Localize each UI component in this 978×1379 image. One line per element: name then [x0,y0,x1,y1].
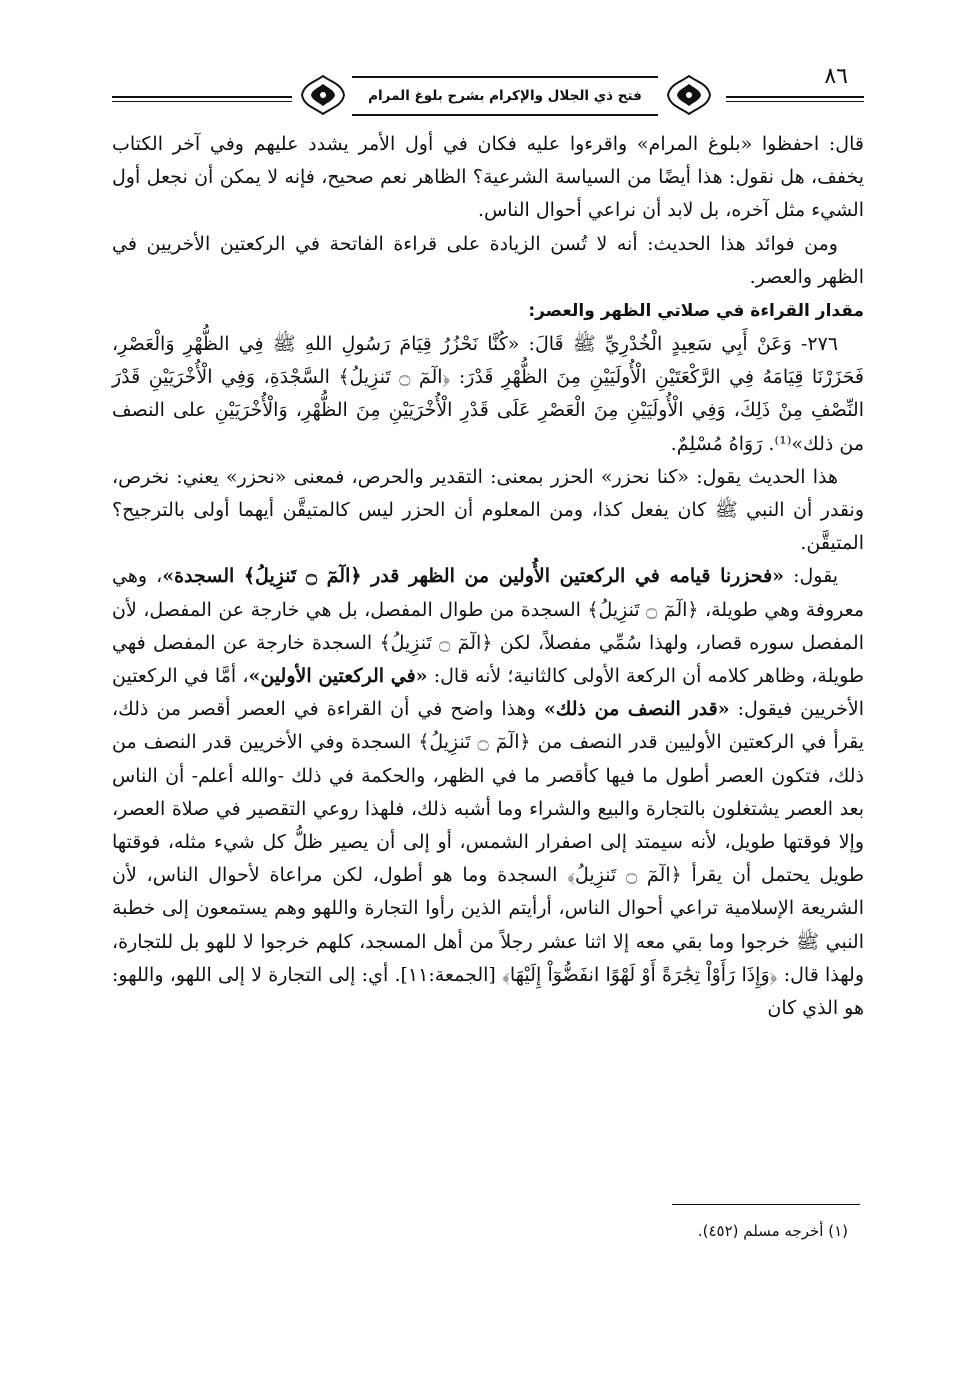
paragraph [112,560,864,1025]
header-ornament-icon [664,72,714,118]
header-rule [112,96,292,98]
quoted-phrase: «في الركعتين الأولين» [248,665,428,688]
paragraph: قال: احفظوا «بلوغ المرام» واقرءوا عليه فكان في أول الأمر يشدد عليهم وفي آخر الكتاب يخفف، هل نقول: هذا أيضًا من السياسة الشرعية؟ الظاهر نعم صحيح، فإنه لا يمكن أن نجعل أول الشيء مثل آخره، بل لابد أن نراعي أحوال الناس. [112,133,864,222]
text-run: وهذا واضح في أن القراءة في العصر أقصر من ذلك، يقرأ في الركعتين الأوليين قدر النصف من ﴿الٓمٓ ۝ تَنزِيلُ﴾ السجدة وفي الأخريين قدر النصف من ذلك، فتكون العصر أطول ما فيها كأقصر ما في الظهر، والحكمة في ذلك -والله أعلم- أن الناس بعد العصر يشتغلون بالتجارة والبيع والشراء وما أشبه ذلك، فلهذا روعي التقصير في صلاة العصر، وإلا فوقتها طويل، لأنه سيمتد إلى اصفرار الشمس، أو إلى أن يصير ظلُّ كل شيء مثله، فوقتها طويل يحتمل أن يقرأ ﴿الٓمٓ ۝ تَنزِيلُ﴾ السجدة وما هو أطول، لكن مراعاة لأحوال الناس، لأن الشريعة الإسلامية تراعي أحوال الناس، أرأيتم الذين رأوا التجارة واللهو وهم يستمعون إلى خطبة النبي ﷺ خرجوا وما بقي معه إلا اثنا عشر رجلاً من أهل المسجد، كلهم خرجوا لا للهو بل للتجارة، ولهذا قال: ﴿وَإِذَا رَأَوْاْ تِجَٰرَةً أَوْ لَهْوًا انفَضُّوٓاْ إِلَيْهَا﴾ [الجمعة:١١]. أي: إلى التجارة لا إلى اللهو، واللهو: هو الذي كان [112,698,865,1020]
header-title: فتح ذي الجلال والإكرام بشرح بلوغ المرام [368,88,642,104]
text-run: ، أمَّا في الركعتين الأخريين فيقول: [112,665,864,721]
header-ornament-icon [298,72,348,118]
footnote-rule [672,1204,860,1205]
hadith-text: ٢٧٦- وَعَنْ أَبِي سَعِيدٍ الْخُدْرِيِّ ﷺ قَالَ: «كُنَّا نَحْزُرُ قِيَامَ رَسُولِ اللهِ ﷺ فِي الظُّهْرِ وَالْعَصْرِ، فَحَزَرْنَا قِيَامَهُ فِي الرَّكْعَتَيْنِ الْأُولَيَيْنِ مِنَ الظُّهْرِ قَدْرَ: ﴿الٓمٓ ۝ تَنزِيلُ﴾ السَّجْدَةِ، وَفِي الْأُخْرَيَيْنِ قَدْرَ النِّصْفِ مِنْ ذَلِكَ، وَفِي الْأُولَيَيْنِ مِنَ الْعَصْرِ عَلَى قَدْرِ الْأُخْرَيَيْنِ مِنَ الظُّهْرِ، وَالْأُخْرَيَيْنِ على النصف من ذلك»⁽¹⁾. رَوَاهُ مُسْلِمٌ. [112,333,864,455]
header-rule [112,101,292,102]
page-body [112,128,864,1025]
text-run: يقول: [784,565,838,588]
text-run: ، وهي معروفة وهي طويلة، ﴿الٓمٓ ۝ تَنزِيلُ﴾ السجدة من طوال المفصل، بل هي خارجة عن المفصل، لأن المفصل سوره قصار، ولهذا سُمِّي مفصلاً، لكن ﴿الٓمٓ ۝ تَنزِيلُ﴾ السجدة خارجة عن المفصل فهي طويلة، وظاهر كلامه أن الركعة الأولى كالثانية؛ لأنه قال: [112,565,865,688]
header-rule [726,96,864,98]
page-header [112,62,864,118]
header-rule [726,101,864,102]
quoted-phrase: «قدر النصف من ذلك» [543,698,730,721]
quoted-phrase: «فحزرنا قيامه في الركعتين الأُولين من الظهر قدر ﴿الٓمٓ ۝ تَنزِيلُ﴾ السجدة» [162,565,785,588]
page-number: ٨٦ [824,64,848,89]
header-title-frame [352,76,658,116]
footnote: (١) أخرجه مسلم (٤٥٢). [697,1222,848,1240]
section-heading: مقدار القراءة في صلاتي الظهر والعصر: [528,301,864,322]
paragraph: هذا الحديث يقول: «كنا نحزر» الحزر بمعنى: التقدير والحرص، فمعنى «نحزر» يعني: نخرص، ونقدر أن النبي ﷺ كان يفعل كذا، ومن المعلوم أن الحزر ليس كالمتيقَّن أيهما أولى بالترجيح؟ المتيقَّن. [112,465,864,555]
paragraph: ومن فوائد هذا الحديث: أنه لا تُسن الزيادة على قراءة الفاتحة في الركعتين الأخريين في الظهر والعصر. [112,232,864,288]
